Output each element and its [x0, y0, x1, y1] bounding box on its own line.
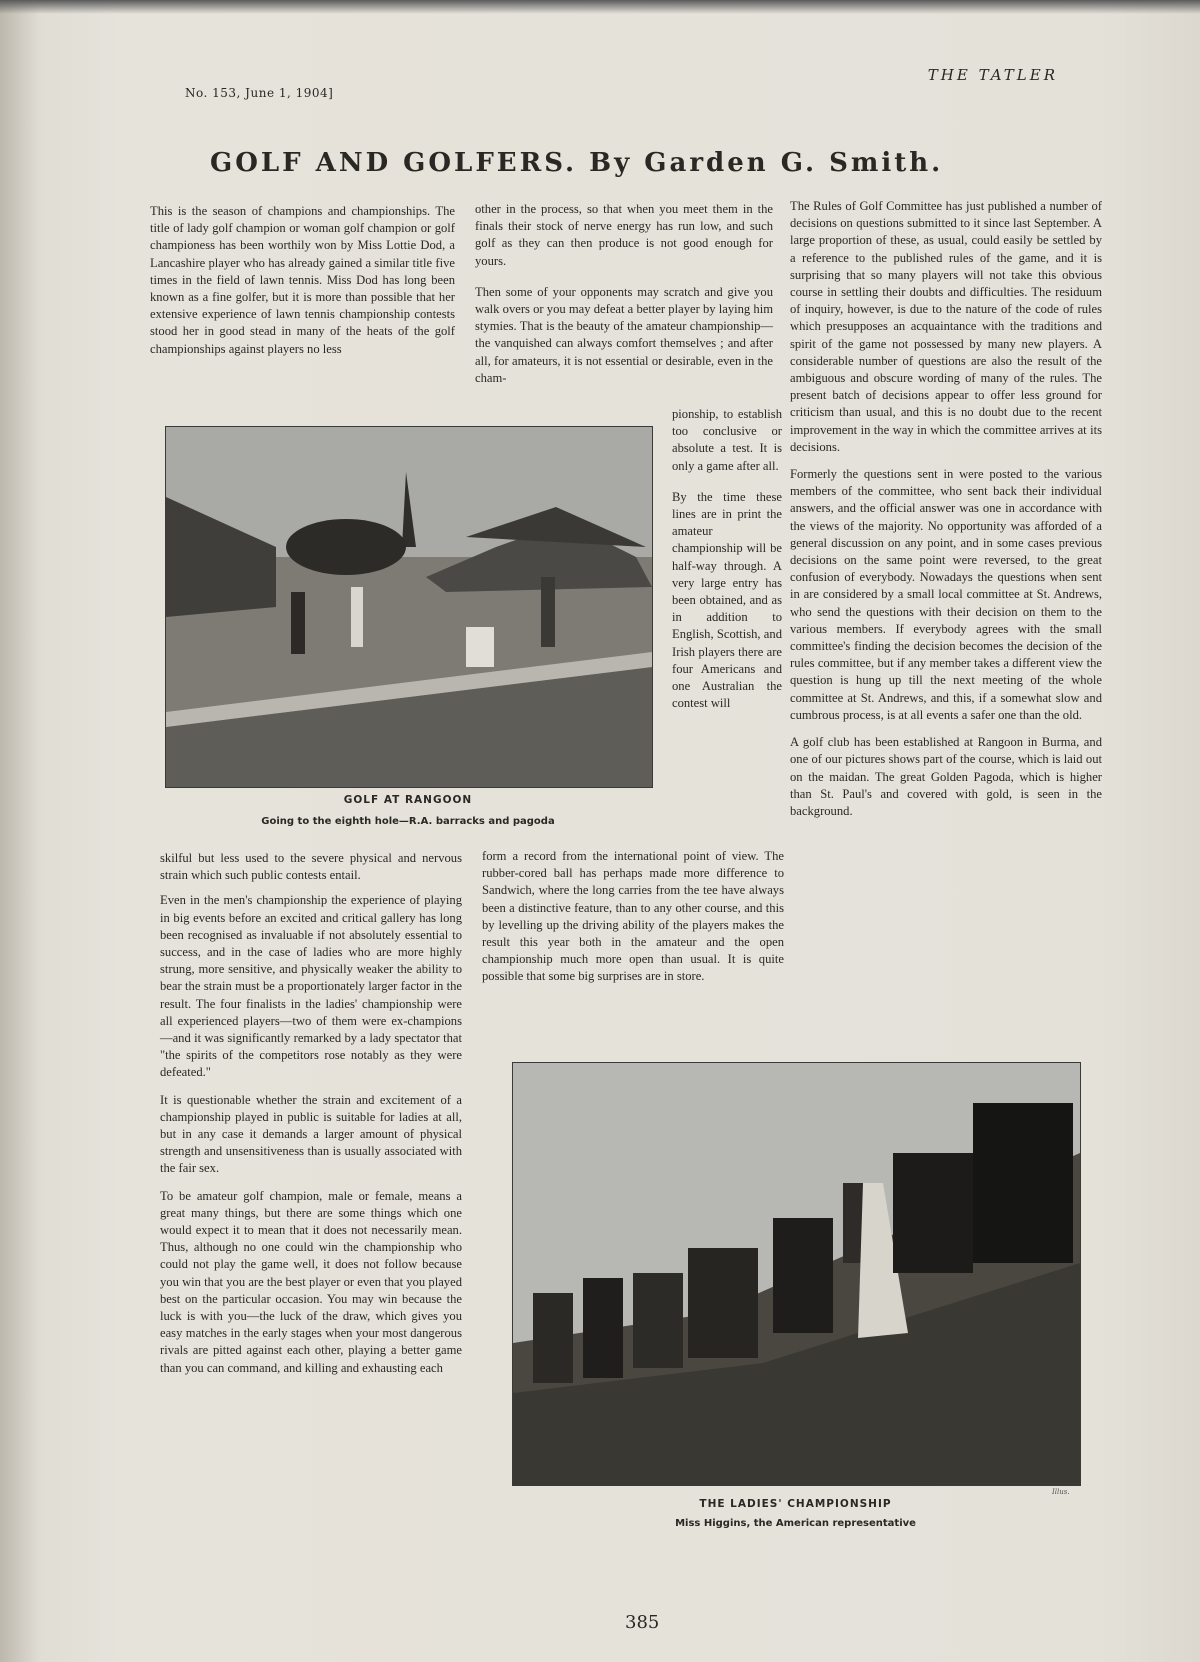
paragraph: other in the process, so that when you meet them in the finals their stock of nerve energy has run low, and such golf as they can then produce is not good enough for yours.: [475, 202, 773, 268]
paragraph: A golf club has been established at Rangoon in Burma, and one of our pictures shows part of the course, which is laid out on the maidan. The great Golden Pagoda, which is higher than St. Paul's and covered with gold, is seen in the background.: [790, 735, 1102, 818]
photo-1-caption-title: GOLF AT RANGOON: [343, 794, 473, 806]
photo-golf-at-rangoon: [165, 426, 653, 788]
paragraph: The Rules of Golf Committee has just published a number of decisions on questions submitted to it since last September. A large proportion of these, as usual, could easily be settled by a reference to the published rules of the game, and it is surprising that so many players will not take this obvious course in settling their doubts and difficulties. The residuum of inquiry, however, is due to the nature of the code of rules which presupposes an acquaintance with the traditions and spirit of the game not possessed by many new players. A considerable number of questions are also the result of the ambiguous and obscure wording of many of the rules. The present batch of decisions appear to offer less ground for criticism than usual, and this is no doubt due to the recent improvement in the way in which the committee arrives at its decisions.: [790, 199, 1102, 454]
photo-2-credit: Illus.: [1052, 1488, 1070, 1496]
photo-2-caption-title: THE LADIES' CHAMPIONSHIP: [699, 1498, 892, 1510]
paragraph: form a record from the international point of view. The rubber-cored ball has perhaps made more difference to Sandwich, where the long carries from the tee have always been a distinctive feature, than to any other course, and this by levelling up the driving ability of the players makes the result this year both in the amateur and the open championship much more open than usual. It is quite possible that some big surprises are in store.: [482, 849, 784, 984]
scan-shadow: [0, 0, 1200, 14]
page-number: 385: [625, 1612, 660, 1633]
paragraph: pionship, to establish too conclusive or absolute a test. It is only a game after all.: [672, 407, 782, 473]
photo-1-caption-subtitle: Going to the eighth hole—R.A. barracks and pagoda: [261, 816, 555, 827]
column-1-top: [150, 203, 455, 366]
paragraph: Then some of your opponents may scratch and give you walk overs or you may defeat a better player by laying him stymies. That is the beauty of the amateur championship—the vanquished can always comfort themselves ; and after all, for amateurs, it is not essential or desirable, even in the cham-: [475, 284, 773, 385]
paragraph: Formerly the questions sent in were posted to the various members of the committee, who sent back their individual answers, and the official answer was one in accordance with the views of the majority. No opportunity was afforded of a general discussion on any point, and in some cases previous decisions on the same point were reversed, to the great confusion of everybody. Nowadays the questions when sent in are considered by a small local committee at St. Andrews, who send the questions with their decision on them to the various members. If everybody agrees with the small committee's finding the decision becomes the decision of the rules committee, but if any member takes a different view the question is hung up till the next meeting of the whole committee at St. Andrews, and this, if a somewhat slow and cumbrous process, is at all events a safer one than the old.: [790, 467, 1102, 722]
issue-line: No. 153, June 1, 1904]: [185, 86, 334, 100]
paragraph: Even in the men's championship the experience of playing in big events before an excited and critical gallery has long been recognised as invaluable if not absolutely essential to success, and in the case of ladies who are more highly strung, more sensitive, and physically weaker the ability to bear the strain must be a proportionately larger factor in the result. The four finalists in the ladies' championship were all experienced players—two of them were ex-champions—and it was significantly remarked by a lady spectator that "the spirits of the competitors rose notably as they were defeated.": [160, 893, 462, 1080]
paragraph: By the time these lines are in print the amateur championship will be half-way through. A very large entry has been obtained, and as in addition to English, Scottish, and Irish players there are four Americans and one Australian the contest will: [672, 489, 782, 711]
article-headline: GOLF AND GOLFERS. By Garden G. Smith.: [210, 148, 944, 178]
photo-2-caption-subtitle: Miss Higgins, the American representative: [675, 1518, 916, 1529]
paragraph: To be amateur golf champion, male or female, means a great many things, but there are some things which one would expect it to mean that it does not necessarily mean. Thus, although no one could win the championship who could not play the game well, it does not follow because you win that you are the best player or even that you played best on the particular occasion. You may win because the luck is with you—the luck of the draw, which gives you easy matches in the early stages when your most dangerous rivals are pitted against each other, playing a better game than you can command, and killing and exhausting each: [160, 1188, 462, 1375]
paragraph: It is questionable whether the strain and excitement of a championship played in public is suitable for ladies at all, but in any case it demands a larger amount of physical strength and unsensitiveness than is usually associated with the fair sex.: [160, 1092, 462, 1176]
column-1-bottom: [160, 850, 462, 1385]
photo-ladies-championship: [512, 1062, 1081, 1486]
paragraph: skilful but less used to the severe physical and nervous strain which such public contests entail.: [160, 851, 462, 883]
paragraph: This is the season of champions and championships. The title of lady golf champion or woman golf champion or golf championess has been worthily won by Miss Lottie Dod, a Lancashire player who has already gained a similar title five times in the field of lawn tennis. Miss Dod has long been known as a fine golfer, but it is more than possible that her extensive experience of lawn tennis championship contests stood her in good stead in many of the heats of the golf championships against players no less: [150, 204, 455, 356]
magazine-title: THE TATLER: [927, 66, 1058, 84]
column-2-bottom: [482, 848, 784, 994]
rangoon-scene-image: [166, 427, 652, 787]
column-2-top: [475, 201, 773, 395]
ladies-championship-image: [513, 1063, 1080, 1485]
column-3: [790, 198, 1102, 828]
column-2-narrow: [672, 406, 782, 720]
